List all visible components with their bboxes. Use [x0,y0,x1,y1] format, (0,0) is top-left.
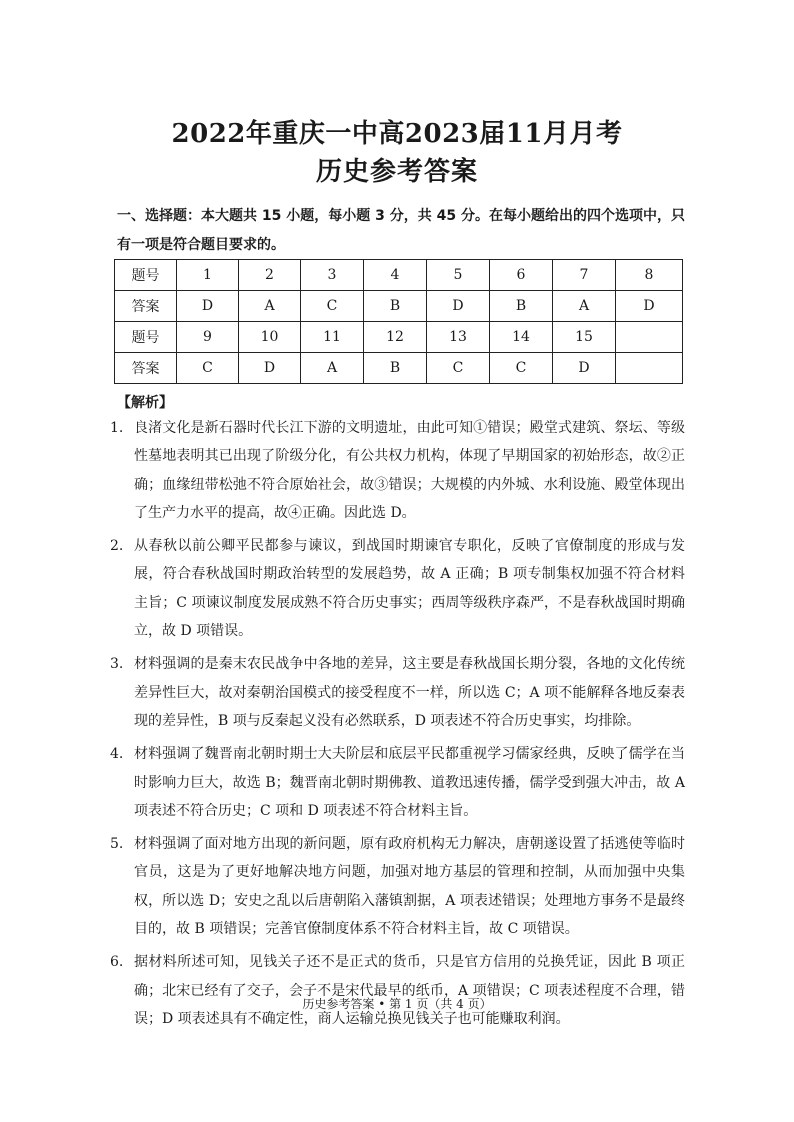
table-cell: D [553,353,616,384]
document-subtitle: 历史参考答案 [315,157,478,187]
item-text: 从春秋以前公卿平民都参与谏议，到战国时期谏官专职化，反映了官僚制度的形成与发展，符合春秋战国时期政治转型的发展趋势，故 A 正确；B 项专制集权加强不符合材料主旨；C 项谏议制度发展成熟不符合历史事实；西周等级秩序森严，不是春秋战国时期确立，故 D 项错误。 [134,538,685,640]
table-cell: A [301,353,364,384]
table-cell: 10 [239,322,301,353]
table-cell: 15 [553,322,616,353]
table-cell: 7 [553,260,616,291]
table-cell [616,322,683,353]
table-cell: 3 [301,260,364,291]
row-header-cell: 题号 [115,322,177,353]
table-cell: D [239,353,301,384]
table-cell: B [490,291,553,322]
table-cell: 13 [427,322,490,353]
table-cell: 1 [177,260,239,291]
table-cell [616,353,683,384]
item-number: 6. [110,954,124,971]
table-cell: D [616,291,683,322]
table-cell: 6 [490,260,553,291]
table-cell: 14 [490,322,553,353]
table-cell: 9 [177,322,239,353]
page-footer: 历史参考答案 • 第 1 页（共 4 页） [302,997,492,1011]
table-cell: 5 [427,260,490,291]
table-cell: D [177,291,239,322]
row-header-cell: 答案 [115,353,177,384]
item-number: 2. [110,538,124,555]
table-cell: 12 [364,322,427,353]
item-number: 4. [110,746,124,763]
item-text: 材料强调了面对地方出现的新问题，原有政府机构无力解决，唐朝遂设置了括逃使等临时官员，这是为了更好地解决地方问题，加强对地方基层的管理和控制，从而加强中央集权，所以选 D；安史之乱以后唐朝陷入藩镇割据，A 项表述错误；处理地方事务不是最终目的，故 B 项错误；完善官僚制度体系不符合材料主旨，故 C 项错误。 [134,836,685,938]
table-cell: A [553,291,616,322]
table-cell: 8 [616,260,683,291]
table-cell: 2 [239,260,301,291]
table-cell: A [239,291,301,322]
answer-table [114,259,683,384]
table-cell: 4 [364,260,427,291]
item-text: 据材料所述可知，见钱关子还不是正式的货币，只是官方信用的兑换凭证，因此 B 项正确；北宋已经有了交子，会子不是宋代最早的纸币，A 项错误；C 项表述程度不合理，错误；D 项表述具有不确定性，商人运输兑换见钱关子也可能赚取利润。 [134,954,685,1027]
item-text: 材料强调了魏晋南北朝时期士大夫阶层和底层平民都重视学习儒家经典，反映了儒学在当时影响力巨大，故选 B；魏晋南北朝时期佛教、道教迅速传播，儒学受到强大冲击，故 A 项表述不符合历史；C 项和 D 项表述不符合材料主旨。 [134,746,685,819]
item-text: 良渚文化是新石器时代长江下游的文明遗址，由此可知①错误；殿堂式建筑、祭坛、等级性墓地表明其已出现了阶级分化，有公共权力机构，体现了早期国家的初始形态，故②正确；血缘纽带松弛不符合原始社会，故③错误；大规模的内外城、水利设施、殿堂体现出了生产力水平的提高，故④正确。因此选 D。 [134,420,685,521]
table-cell: C [490,353,553,384]
item-text: 材料强调的是秦末农民战争中各地的差异，这主要是春秋战国长期分裂，各地的文化传统差异性巨大，故对秦朝治国模式的接受程度不一样，所以选 C；A 项不能解释各地反秦表现的差异性，B 项与反秦起义没有必然联系，D 项表述不符合历史事实，均排除。 [134,656,685,729]
analysis-item [110,740,685,825]
table-row [115,322,683,353]
analysis-list [110,414,685,1038]
analysis-item [110,414,685,527]
row-header-cell: 题号 [115,260,177,291]
analysis-item [110,532,685,645]
table-row [115,353,683,384]
table-row [115,260,683,291]
table-cell: C [301,291,364,322]
row-header-cell: 答案 [115,291,177,322]
analysis-item [110,830,685,943]
table-cell: C [427,353,490,384]
analysis-item [110,650,685,735]
table-cell: B [364,353,427,384]
table-cell: 11 [301,322,364,353]
item-number: 5. [110,836,124,853]
item-number: 1. [110,420,124,436]
table-row [115,291,683,322]
table-cell: B [364,291,427,322]
table-cell: D [427,291,490,322]
analysis-item [110,948,685,1033]
exam-title: 2022年重庆一中高2023届11月月考 [171,119,623,149]
analysis-heading: 【解析】 [117,395,173,411]
table-cell: C [177,353,239,384]
section-instructions: 一、选择题：本大题共 15 小题，每小题 3 分，共 45 分。在每小题给出的四个选项中，只有一项是符合题目要求的。 [117,208,685,253]
item-number: 3. [110,656,124,673]
